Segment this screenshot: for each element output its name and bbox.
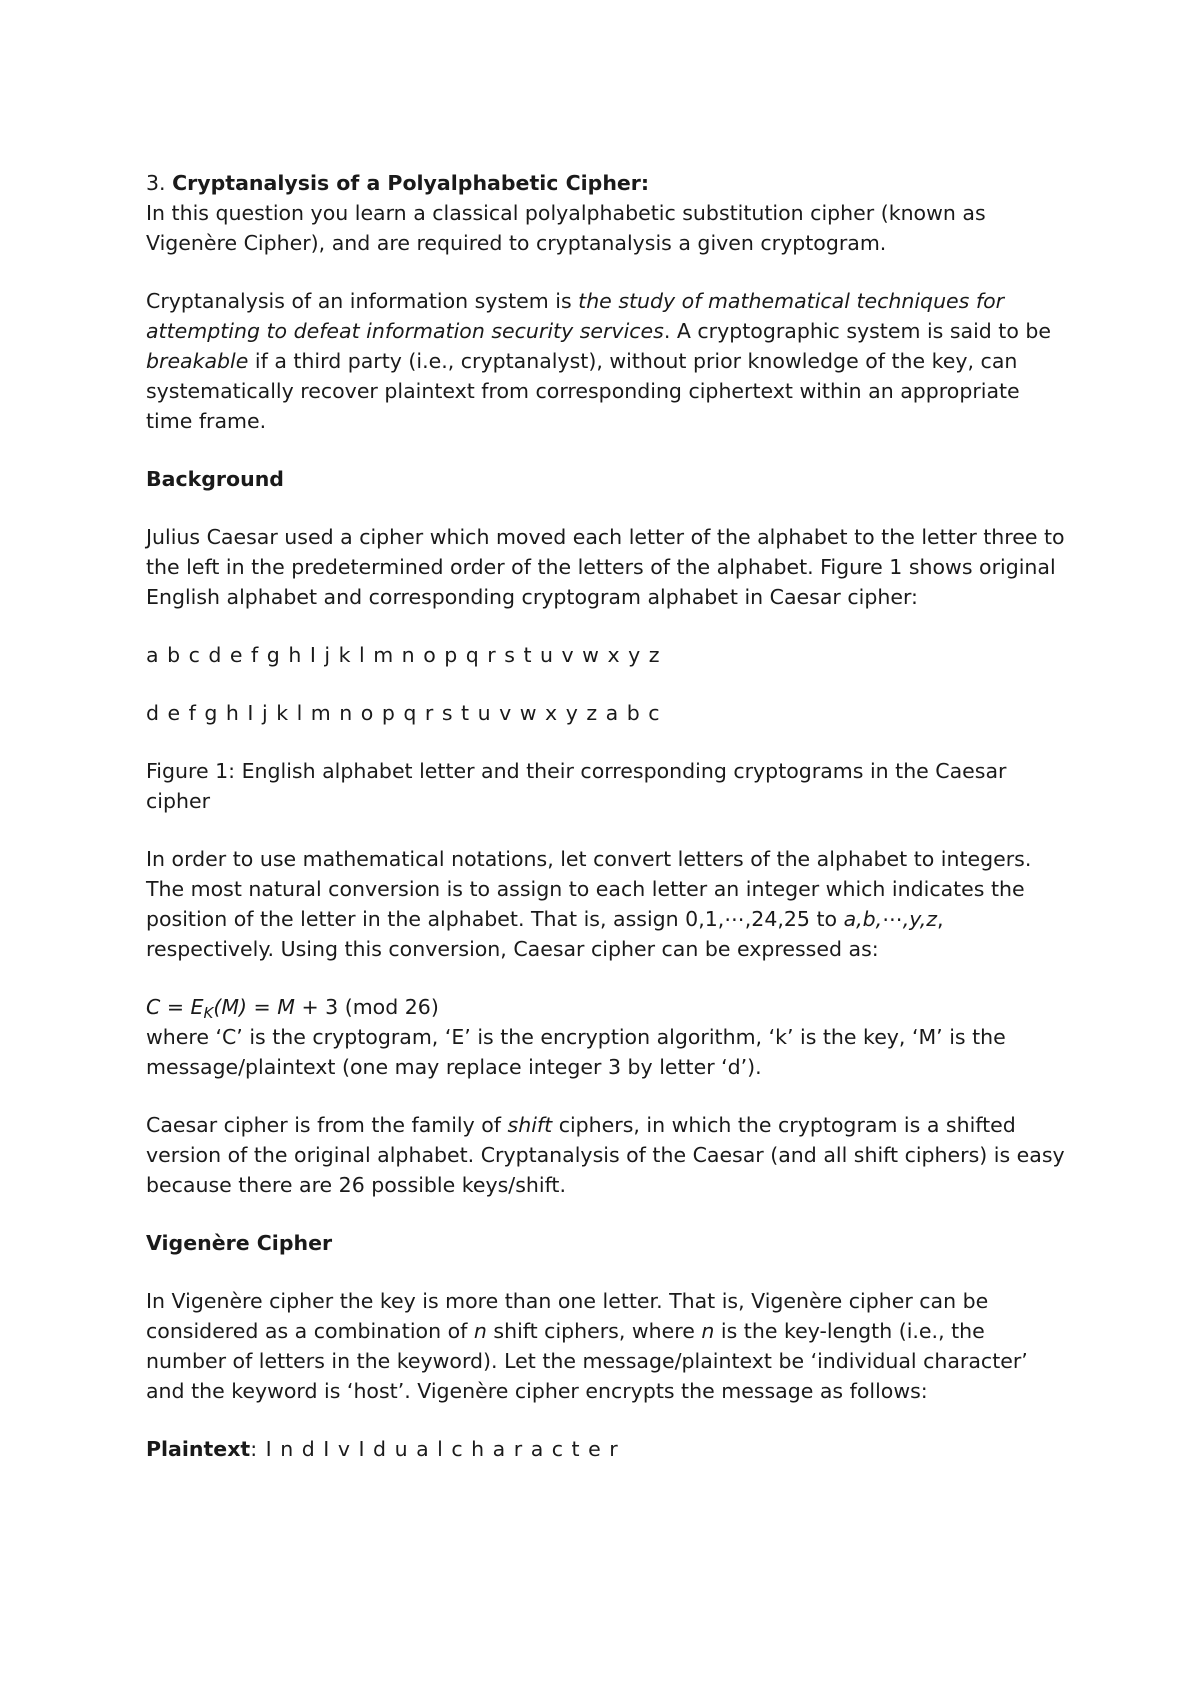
background-paragraph-1: Julius Caesar used a cipher which moved each letter of the alphabet to the letter three to the left in the predetermined order of the letters of the alphabet. Figure 1 shows original English alphabet and corresponding cryptogram alphabet in Caesar cipher: — [146, 525, 1065, 609]
shift-text-end: ciphers, in which the cryptogram is a shifted version of the original alphabet. Cryptanalysis of the Caesar (and all shift ciphers) is easy because there are 26 possible keys/shift. — [146, 1113, 1065, 1197]
n-variable-2: n — [701, 1319, 715, 1343]
definition-text-mid: . A cryptographic system is said to be — [663, 319, 1052, 343]
breakable-term: breakable — [146, 349, 249, 373]
vigenere-text: In Vigenère cipher the key is more than one letter. That is, Vigenère cipher can be considered as a combination of — [146, 1289, 989, 1343]
conversion-text: In order to use mathematical notations, let convert letters of the alphabet to integers. The most natural conversion is to assign to each letter an integer which indicates the position of the letter in the alphabet. That is, assign 0,1,⋯,24,25 to — [146, 847, 1032, 931]
equation-argument: (M) = M — [213, 995, 295, 1019]
vigenere-heading: Vigenère Cipher — [146, 1231, 333, 1255]
caesar-equation — [146, 992, 1066, 1022]
vigenere-paragraph — [146, 1286, 1066, 1406]
definition-paragraph — [146, 286, 1066, 436]
background-paragraph-2 — [146, 844, 1066, 964]
shift-term: shift — [507, 1113, 553, 1137]
plaintext-colon: : — [250, 1437, 258, 1461]
definition-italic: the study of mathematical techniques for attempting to defeat information security services — [146, 289, 1005, 343]
conversion-text-end: , respectively. Using this conversion, Caesar cipher can be expressed as: — [146, 907, 944, 961]
document-page — [146, 168, 1066, 1492]
cipher-alphabet: d e f g h I j k l m n o p q r s t u v w x y z a b c — [146, 701, 660, 725]
intro-paragraph: In this question you learn a classical polyalphabetic substitution cipher (known as Vigenère Cipher), and are required to cryptanalysis a given cryptogram. — [146, 201, 986, 255]
plaintext-value: I n d I v I d u a l c h a r a c t e r — [257, 1437, 618, 1461]
background-heading: Background — [146, 467, 284, 491]
question-header — [146, 168, 1066, 198]
shift-text: Caesar cipher is from the family of — [146, 1113, 508, 1137]
equation-lhs: C = E — [146, 995, 204, 1019]
equation-rhs: + 3 (mod 26) — [294, 995, 439, 1019]
conversion-variables: a,b,⋯,y,z — [843, 907, 938, 931]
question-number: 3. — [146, 171, 166, 195]
plain-alphabet: a b c d e f g h I j k l m n o p q r s t u v w x y z — [146, 643, 660, 667]
vigenere-text-end: is the key-length (i.e., the number of letters in the keyword). Let the message/plaintext be ‘individual character’ and the keyword is ‘host’. Vigenère cipher encrypts the message as follows: — [146, 1319, 1028, 1403]
where-paragraph: where ‘C’ is the cryptogram, ‘E’ is the encryption algorithm, ‘k’ is the key, ‘M’ is the message/plaintext (one may replace integer 3 by letter ‘d’). — [146, 1025, 1006, 1079]
plaintext-label: Plaintext — [146, 1437, 251, 1461]
background-paragraph-3 — [146, 1110, 1066, 1200]
definition-text: Cryptanalysis of an information system is — [146, 289, 579, 313]
figure-caption: Figure 1: English alphabet letter and their corresponding cryptograms in the Caesar cipher — [146, 759, 1007, 813]
n-variable: n — [473, 1319, 487, 1343]
vigenere-text-mid: shift ciphers, where — [486, 1319, 702, 1343]
question-title: Cryptanalysis of a Polyalphabetic Cipher: — [172, 171, 650, 195]
equation-subscript: K — [203, 1004, 214, 1022]
definition-text-end: if a third party (i.e., cryptanalyst), without prior knowledge of the key, can systematically recover plaintext from corresponding ciphertext within an appropriate time frame. — [146, 349, 1020, 433]
plaintext-line — [146, 1434, 1066, 1464]
